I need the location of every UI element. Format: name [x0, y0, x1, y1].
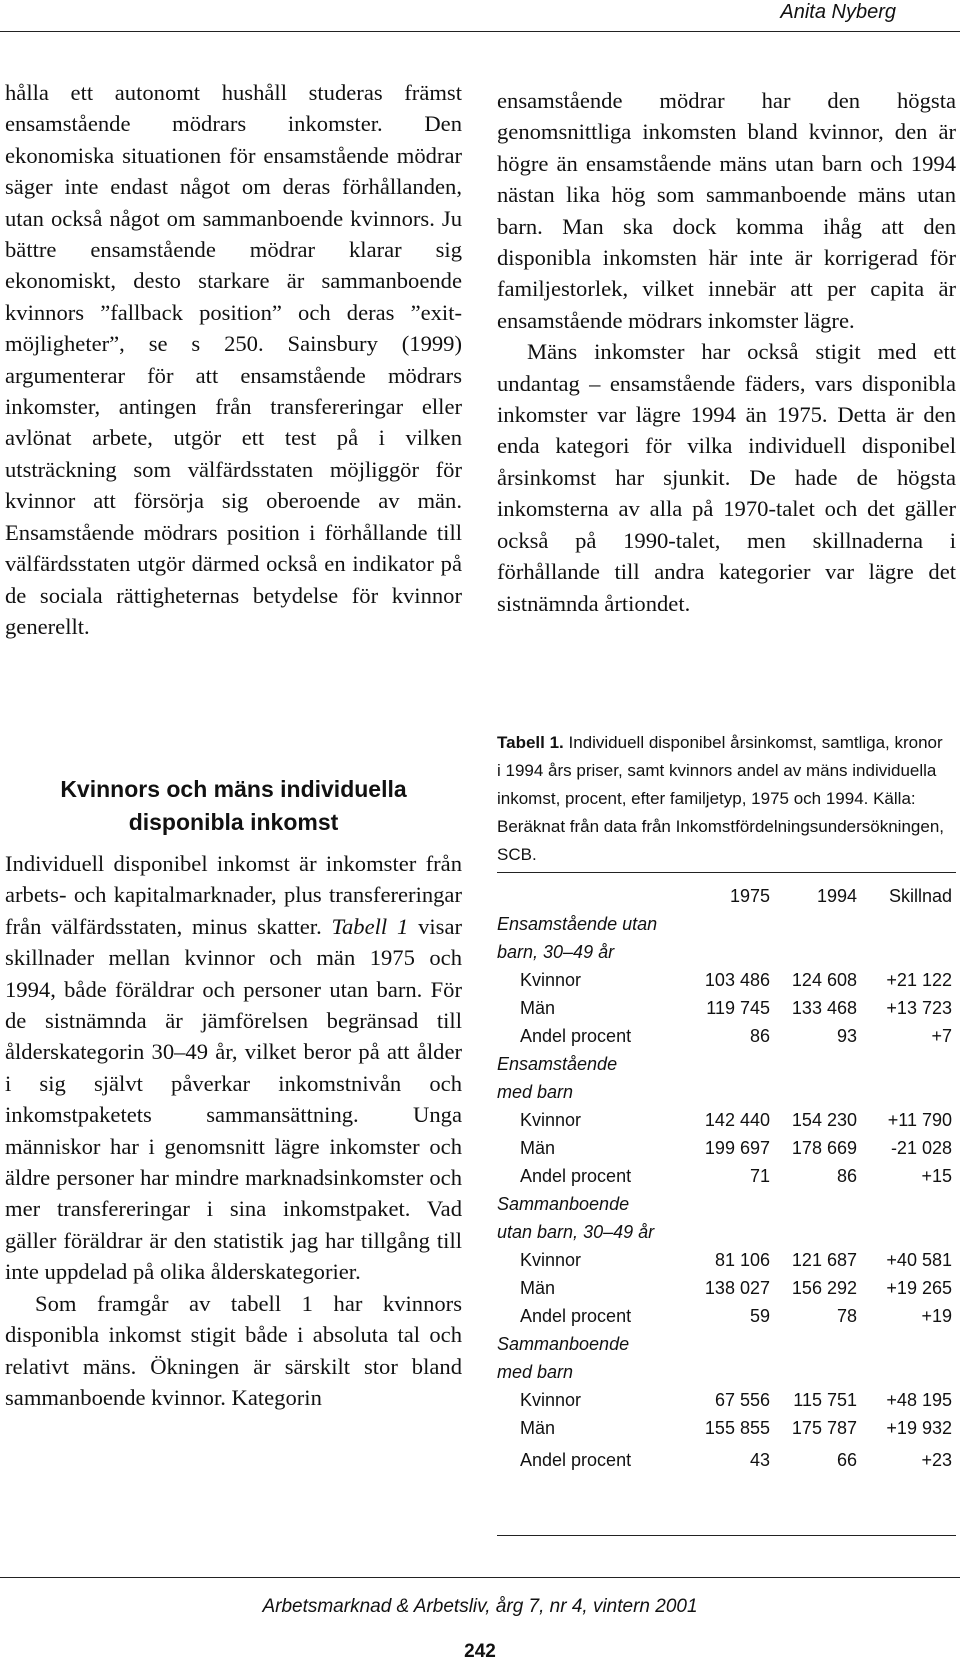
body-paragraph	[5, 848, 462, 1288]
cell-skillnad: -21 028	[890, 1138, 952, 1158]
left-column-bottom	[5, 848, 462, 1413]
group-label: Ensamstående utan	[497, 914, 658, 934]
group-label-row	[497, 1050, 956, 1078]
group-label: utan barn, 30–49 år	[497, 1222, 655, 1242]
row-label: Kvinnor	[520, 1390, 582, 1410]
row-label: Kvinnor	[520, 1250, 582, 1270]
table-row	[497, 1446, 956, 1474]
table-row	[497, 1386, 956, 1414]
table-row	[497, 1302, 956, 1330]
table-caption-label: Tabell 1.	[497, 733, 564, 752]
cell-1994: 115 751	[793, 1390, 857, 1410]
cell-skillnad: +19 932	[886, 1418, 952, 1438]
cell-skillnad: +21 122	[886, 970, 952, 990]
group-label: Sammanboende	[497, 1334, 630, 1354]
cell-skillnad: +40 581	[886, 1250, 952, 1270]
cell-1975: 155 855	[704, 1418, 770, 1438]
left-column-top	[5, 77, 462, 642]
cell-1994: 133 468	[791, 998, 857, 1018]
cell-1994: 178 669	[791, 1138, 857, 1158]
group-label: med barn	[497, 1362, 574, 1382]
table-row	[497, 1246, 956, 1274]
body-paragraph: ensamstående mödrar har den högsta genomsnittliga inkomsten bland kvinnor, den är högre än ensamstående mäns utan barn och 1994 nästan lika hög som sammanboende mäns utan barn. Man ska dock komma ihåg att den disponibla inkomsten här inte är korrigerad för familjestorlek, vilket innebär att per capita är ensamstående mödrars inkomster lägre.	[497, 88, 956, 333]
group-label-row	[497, 1190, 956, 1218]
cell-1994: 154 230	[791, 1110, 857, 1130]
section-heading-line2: disponibla inkomst	[128, 809, 339, 835]
table-header-row	[497, 882, 956, 910]
table-row	[497, 1414, 956, 1442]
table-row	[497, 966, 956, 994]
cell-skillnad: +13 723	[886, 998, 952, 1018]
cell-skillnad: +7	[931, 1026, 952, 1046]
table-row	[497, 1274, 956, 1302]
right-column	[497, 85, 956, 619]
cell-skillnad: +11 790	[887, 1110, 952, 1130]
table-row	[497, 994, 956, 1022]
row-label: Andel procent	[520, 1166, 632, 1186]
group-label: barn, 30–49 år	[497, 942, 615, 962]
cell-1994: 78	[836, 1306, 857, 1326]
group-label: Ensamstående	[497, 1054, 618, 1074]
paragraph-text: Individuell disponibel inkomst är inkomster från arbets- och kapitalmarknader, plus transfereringar från välfärdsstaten, minus skatter.	[5, 851, 462, 939]
table-reference: Tabell 1	[331, 913, 409, 939]
table-caption	[497, 729, 949, 869]
cell-1975: 67 556	[714, 1390, 770, 1410]
cell-1975: 59	[749, 1306, 770, 1326]
group-label: med barn	[497, 1082, 574, 1102]
column-header-1975: 1975	[729, 886, 770, 906]
group-label: Sammanboende	[497, 1194, 630, 1214]
income-table	[497, 882, 956, 1474]
group-label-row	[497, 1218, 956, 1246]
cell-1975: 81 106	[714, 1250, 770, 1270]
cell-1975: 43	[749, 1450, 770, 1470]
body-paragraph: hålla ett autonomt hushåll studeras främst ensamstående mödrars inkomster. Den ekonomiska situationen för ensamstående mödrar säger inte endast något om deras förhållanden, utan också något om sammanboende kvinnors. Ju bättre ensamstående mödrar klarar sig ekonomiskt, desto starkare är sammanboende kvinnors ”fallback position” och deras ”exit-möjligheter”, se s 250. Sainsbury (1999) argumenterar för att ensamstående mödrars inkomster, antingen från transfereringar eller avlönat arbete, utgör ett test på i vilken utsträckning som välfärdsstaten möjliggör för kvinnor att försörja sig oberoende av män. Ensamstående mödrars position i förhållande till välfärdsstaten utgör därmed också en indikator på de sociala rättigheternas betydelse för kvinnor generellt.	[5, 80, 462, 639]
table-top-rule	[497, 872, 956, 873]
cell-1975: 71	[749, 1166, 770, 1186]
header-rule	[0, 31, 960, 32]
cell-1994: 175 787	[791, 1418, 857, 1438]
running-header-author: Anita Nyberg	[780, 1, 896, 23]
page-number: 242	[464, 1641, 496, 1662]
row-label: Män	[520, 1138, 556, 1158]
table-caption-text: Individuell disponibel årsinkomst, samtliga, kronor i 1994 års priser, samt kvinnors andel av mäns individuella inkomst, procent, efter familjetyp, 1975 och 1994. Källa: Beräknat från data från Inkomstfördelningsundersökningen, SCB.	[497, 733, 944, 864]
row-label: Andel procent	[520, 1450, 632, 1470]
cell-1975: 138 027	[704, 1278, 770, 1298]
cell-1975: 103 486	[704, 970, 770, 990]
cell-1975: 199 697	[704, 1138, 770, 1158]
cell-skillnad: +23	[921, 1450, 952, 1470]
cell-1994: 86	[836, 1166, 857, 1186]
cell-1994: 124 608	[791, 970, 857, 990]
body-paragraph: Mäns inkomster har också stigit med ett undantag – ensamstående fäders, vars disponibla inkomster var lägre 1994 än 1975. Detta är den enda kategori för vilka individuell disponibel årsinkomst har sjunkit. De hade de högsta inkomsterna av alla på 1970-talet och det gäller också på 1990-talet, men skillnaderna i förhållande till andra kategorier var lägre det sistnämnda årtiondet.	[497, 339, 956, 616]
cell-1994: 156 292	[791, 1278, 857, 1298]
cell-1975: 86	[749, 1026, 770, 1046]
table-bottom-rule	[497, 1535, 956, 1536]
cell-1975: 142 440	[704, 1110, 770, 1130]
group-label-row	[497, 938, 956, 966]
table-row	[497, 1134, 956, 1162]
cell-1975: 119 745	[706, 998, 770, 1018]
row-label: Kvinnor	[520, 970, 582, 990]
cell-skillnad: +15	[921, 1166, 952, 1186]
paragraph-text: visar skillnader mellan kvinnor och män 1975 och 1994, både föräldrar och personer utan barn. För de sistnämnda är jämförelsen begränsad till ålderskategorin 30–49 år, vilket beror på att ålder i sig självt påverkar inkomstnivån och inkomstpaketets sammansättning. Unga människor har i genomsnitt lägre inkomster och äldre personer har mindre marknadsinkomster och mer transfereringar i sina inkomstpaket. Vad gäller föräldrar är den statistik jag har tillgång till inte uppdelad på olika ålderskategorier.	[5, 913, 462, 1285]
table-row	[497, 1106, 956, 1134]
row-label: Andel procent	[520, 1306, 632, 1326]
row-label: Män	[520, 1418, 556, 1438]
group-label-row	[497, 910, 956, 938]
cell-skillnad: +48 195	[886, 1390, 952, 1410]
running-footer-journal: Arbetsmarknad & Arbetsliv, årg 7, nr 4, vintern 2001	[262, 1596, 698, 1617]
cell-skillnad: +19	[921, 1306, 952, 1326]
row-label: Andel procent	[520, 1026, 632, 1046]
footer-rule	[0, 1577, 960, 1578]
cell-skillnad: +19 265	[886, 1278, 952, 1298]
group-label-row	[497, 1078, 956, 1106]
group-label-row	[497, 1330, 956, 1358]
row-label: Män	[520, 998, 556, 1018]
cell-1994: 93	[836, 1026, 857, 1046]
group-label-row	[497, 1358, 956, 1386]
section-heading	[5, 773, 462, 839]
table-row	[497, 1022, 956, 1050]
row-label: Kvinnor	[520, 1110, 582, 1130]
table-row	[497, 1162, 956, 1190]
cell-1994: 121 687	[791, 1250, 857, 1270]
section-heading-line1: Kvinnors och mäns individuella	[60, 776, 407, 802]
cell-1994: 66	[836, 1450, 857, 1470]
body-paragraph: Som framgår av tabell 1 har kvinnors disponibla inkomst stigit både i absoluta tal och relativt mäns. Ökningen är särskilt stor bland sammanboende kvinnor. Kategorin	[5, 1290, 462, 1410]
column-header-1994: 1994	[816, 886, 857, 906]
column-header-skillnad: Skillnad	[888, 886, 952, 906]
row-label: Män	[520, 1278, 556, 1298]
